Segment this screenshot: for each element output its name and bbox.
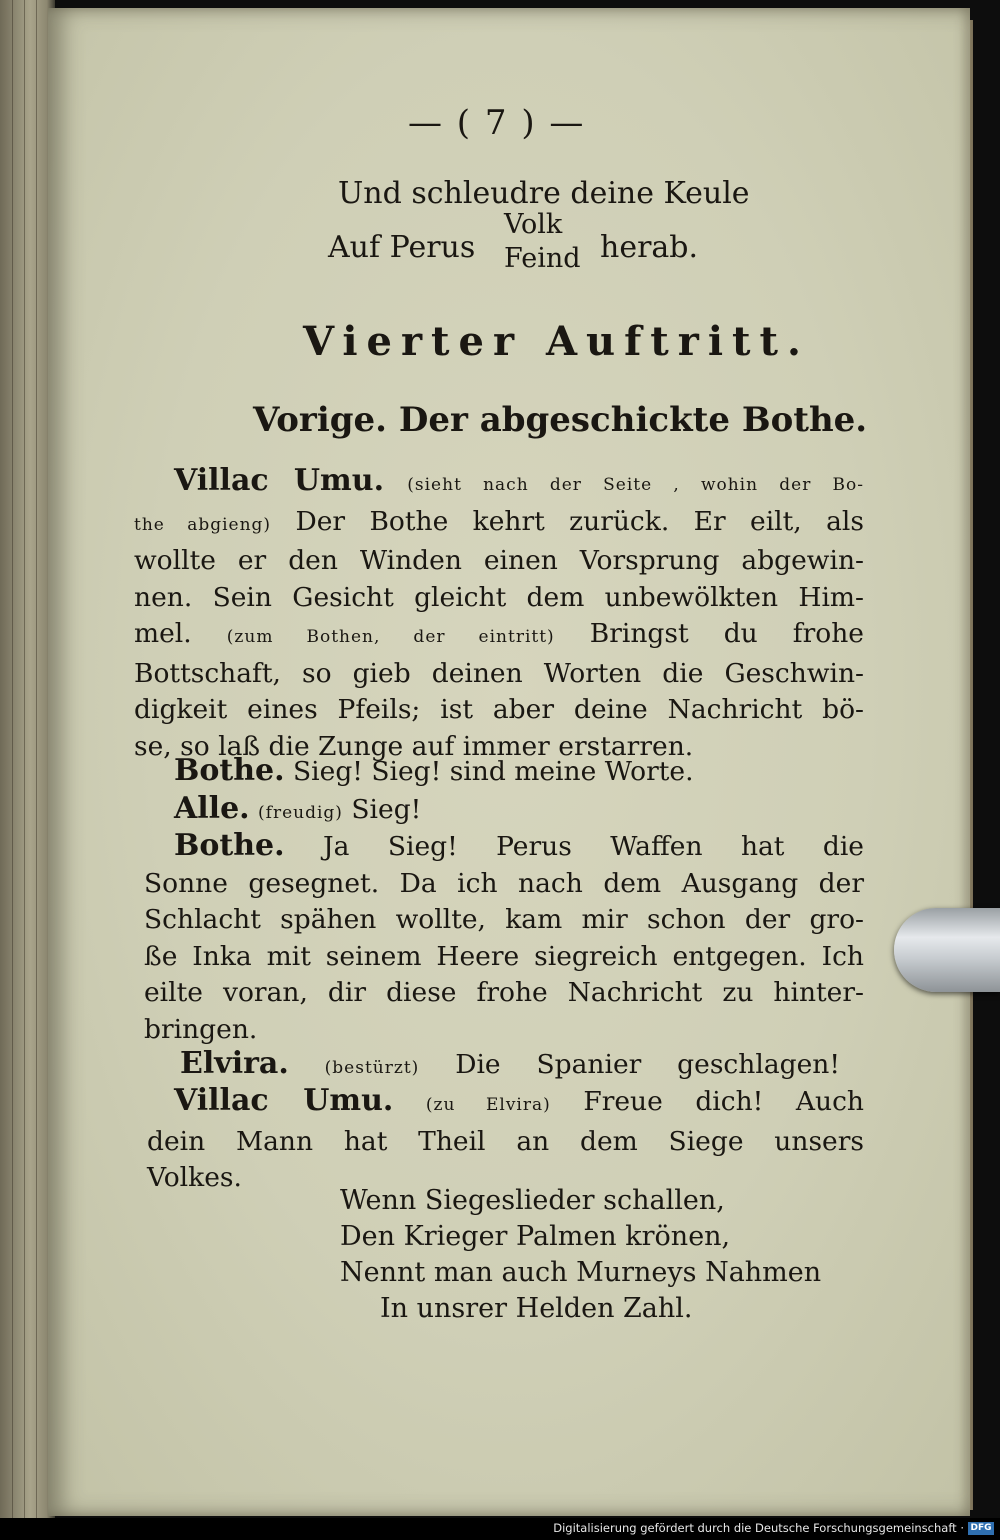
verse-line-2-start: Auf Perus bbox=[328, 230, 476, 265]
verse-variant-bottom: Feind bbox=[504, 243, 581, 274]
speaker-name: Villac Umu. bbox=[174, 1083, 394, 1118]
song-line: Den Krieger Palmen krönen, bbox=[340, 1221, 731, 1252]
speech-elvira bbox=[180, 1046, 840, 1087]
left-page-edge bbox=[0, 0, 55, 1518]
speech-line: wollte er den Winden einen Vorsprung abgewin- bbox=[134, 545, 864, 576]
speech-line: mel. bbox=[134, 618, 192, 649]
speech-line: Ja Sieg! Perus Waffen hat die bbox=[323, 831, 864, 862]
verse-variant bbox=[504, 208, 581, 276]
speech-bothe-1 bbox=[174, 753, 864, 791]
speaker-name: Villac Umu. bbox=[174, 463, 385, 498]
speech-villac-umu-1 bbox=[134, 463, 864, 765]
song-line: In unsrer Helden Zahl. bbox=[380, 1293, 693, 1324]
speech-villac-umu-2 bbox=[147, 1083, 864, 1197]
speech-line: nen. Sein Gesicht gleicht dem unbewölkten Him- bbox=[134, 581, 864, 613]
speaker-name: Alle. bbox=[174, 791, 250, 826]
stage-direction: (sieht nach der Seite , wohin der Bo- bbox=[407, 475, 864, 495]
speech-line: Sonne gesegnet. Da ich nach dem Ausgang der bbox=[144, 867, 864, 899]
stage-direction: (freudig) bbox=[258, 803, 343, 823]
speech-line: Die Spanier geschlagen! bbox=[455, 1049, 840, 1080]
song-verse bbox=[340, 1183, 821, 1327]
book-page bbox=[48, 8, 970, 1516]
stage-direction: (zu Elvira) bbox=[425, 1095, 551, 1115]
stage-direction: (bestürzt) bbox=[324, 1058, 420, 1078]
speaker-name: Elvira. bbox=[180, 1046, 289, 1081]
speech-line: ße Inka mit seinem Heere siegreich entgegen. Ich bbox=[144, 940, 864, 972]
cast-list: Vorige. Der abgeschickte Bothe. bbox=[253, 400, 868, 440]
speaker-name: Bothe. bbox=[174, 828, 285, 863]
speech-alle bbox=[174, 791, 864, 832]
verse-line-1: Und schleudre deine Keule bbox=[338, 176, 750, 211]
speech-line: Freue dich! Auch bbox=[583, 1086, 864, 1117]
verse-variant-top: Volk bbox=[504, 209, 563, 240]
stage-direction: (zum Bothen, der eintritt) bbox=[226, 627, 555, 647]
page-clip bbox=[894, 908, 1000, 992]
speech-line: digkeit eines Pfeils; ist aber deine Nachricht bö- bbox=[134, 694, 864, 725]
speech-line: Bringst du frohe bbox=[589, 618, 864, 649]
speech-line: Volkes. bbox=[147, 1162, 242, 1193]
song-line: Nennt man auch Murneys Nahmen bbox=[340, 1257, 822, 1288]
dfg-logo: DFG bbox=[968, 1522, 994, 1535]
speech-bothe-2 bbox=[144, 828, 864, 1048]
speech-line: bringen. bbox=[144, 1013, 258, 1045]
speaker-name: Bothe. bbox=[174, 753, 285, 788]
scene-title: Vierter Auftritt. bbox=[303, 318, 810, 365]
speech-line: Sieg! bbox=[351, 794, 422, 825]
speech-line: dein Mann hat Theil an dem Siege unsers bbox=[147, 1125, 864, 1157]
stage-direction: the abgieng) bbox=[134, 514, 272, 535]
speech-line: Schlacht spähen wollte, kam mir schon der gro- bbox=[144, 904, 864, 935]
footer-bar bbox=[0, 1518, 1000, 1540]
funding-notice: Digitalisierung gefördert durch die Deutsche Forschungsgemeinschaft · bbox=[553, 1521, 964, 1535]
speech-line: eilte voran, dir diese frohe Nachricht zu hinter- bbox=[144, 977, 864, 1008]
speech-line: Sieg! Sieg! sind meine Worte. bbox=[293, 756, 694, 787]
verse-line-2-end: herab. bbox=[600, 230, 699, 265]
speech-line: Der Bothe kehrt zurück. Er eilt, als bbox=[295, 505, 864, 537]
speech-line: Bottschaft, so gieb deinen Worten die Geschwin- bbox=[134, 657, 864, 689]
song-line: Wenn Siegeslieder schallen, bbox=[340, 1185, 725, 1216]
page-number: — ( 7 ) — bbox=[408, 103, 586, 143]
speech-line: se, so laß die Zunge auf immer erstarren. bbox=[134, 730, 694, 762]
